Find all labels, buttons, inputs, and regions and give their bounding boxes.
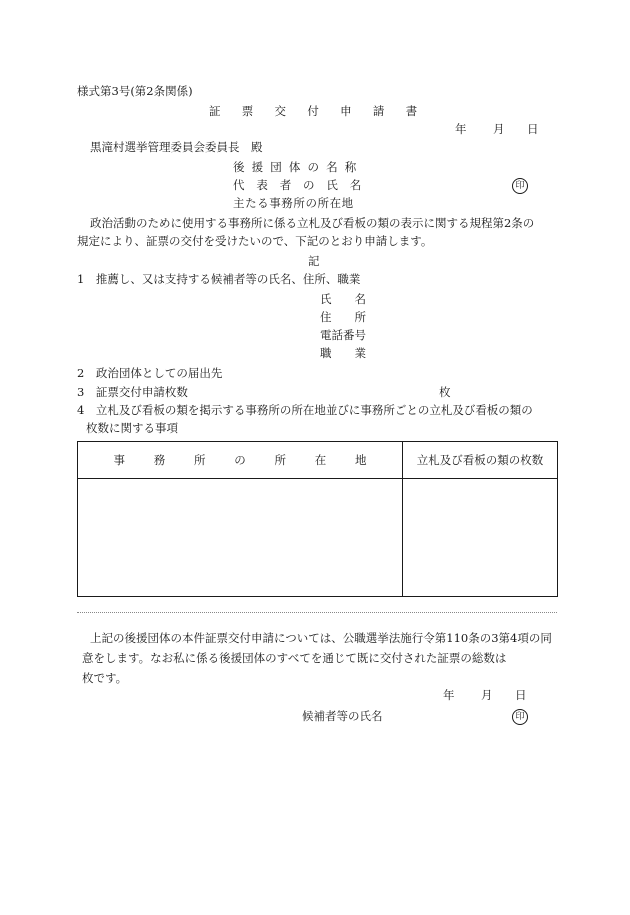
intro-line-1: 政治活動のために使用する事務所に係る立札及び看板の類の表示に関する規程第2条の	[90, 216, 535, 230]
date-year-2: 年	[443, 688, 455, 702]
item-2: 2 政治団体としての届出先	[77, 366, 223, 380]
table-header-count: 立札及び看板の類の枚数	[403, 442, 558, 479]
item-4-line-2: 枚数に関する事項	[86, 421, 178, 435]
field-name: 氏 名	[320, 292, 366, 306]
table-header-location	[78, 442, 403, 479]
field-address: 住 所	[320, 310, 366, 324]
page-title: 証票交付申請書	[209, 104, 439, 118]
representative-label: 代表者の氏名	[233, 178, 374, 192]
table-cell-location[interactable]	[78, 479, 403, 597]
item-1: 1 推薦し、又は支持する候補者等の氏名、住所、職業	[77, 272, 361, 286]
addressee: 黒滝村選挙管理委員会委員長 殿	[90, 140, 263, 154]
org-name-label: 後援団体の名称	[233, 160, 364, 174]
candidate-seal-mark: 印	[512, 709, 528, 725]
consent-line-3: 枚です。	[82, 671, 128, 685]
consent-line-1: 上記の後援団体の本件証票交付申請については、公職選挙法施行令第110条の3第4項の同	[90, 631, 552, 645]
ki-heading: 記	[308, 254, 320, 268]
table-header-location-text: 事務所の所在地	[113, 453, 396, 467]
office-location-label: 主たる事務所の所在地	[233, 196, 354, 210]
date-year: 年	[455, 122, 467, 136]
intro-line-2: 規定により、証票の交付を受けたいので、下記のとおり申請します。	[77, 234, 433, 248]
office-table	[77, 441, 558, 597]
item-3-unit: 枚	[439, 385, 451, 399]
consent-line-2: 意をします。なお私に係る後援団体のすべてを通じて既に交付された証票の総数は	[82, 651, 507, 665]
field-phone: 電話番号	[320, 328, 366, 342]
table-cell-count[interactable]	[403, 479, 558, 597]
item-3: 3 証票交付申請枚数	[77, 385, 188, 399]
form-number: 様式第3号(第2条関係)	[77, 84, 193, 98]
date-month: 月	[493, 122, 505, 136]
date-day: 日	[527, 122, 539, 136]
date-day-2: 日	[515, 688, 527, 702]
item-4-line-1: 4 立札及び看板の類を掲示する事務所の所在地並びに事務所ごとの立札及び看板の類の	[77, 403, 533, 417]
field-occupation: 職 業	[320, 346, 366, 360]
candidate-label: 候補者等の氏名	[302, 709, 383, 723]
date-month-2: 月	[481, 688, 493, 702]
dotted-separator	[77, 612, 557, 613]
seal-mark: 印	[512, 178, 528, 194]
